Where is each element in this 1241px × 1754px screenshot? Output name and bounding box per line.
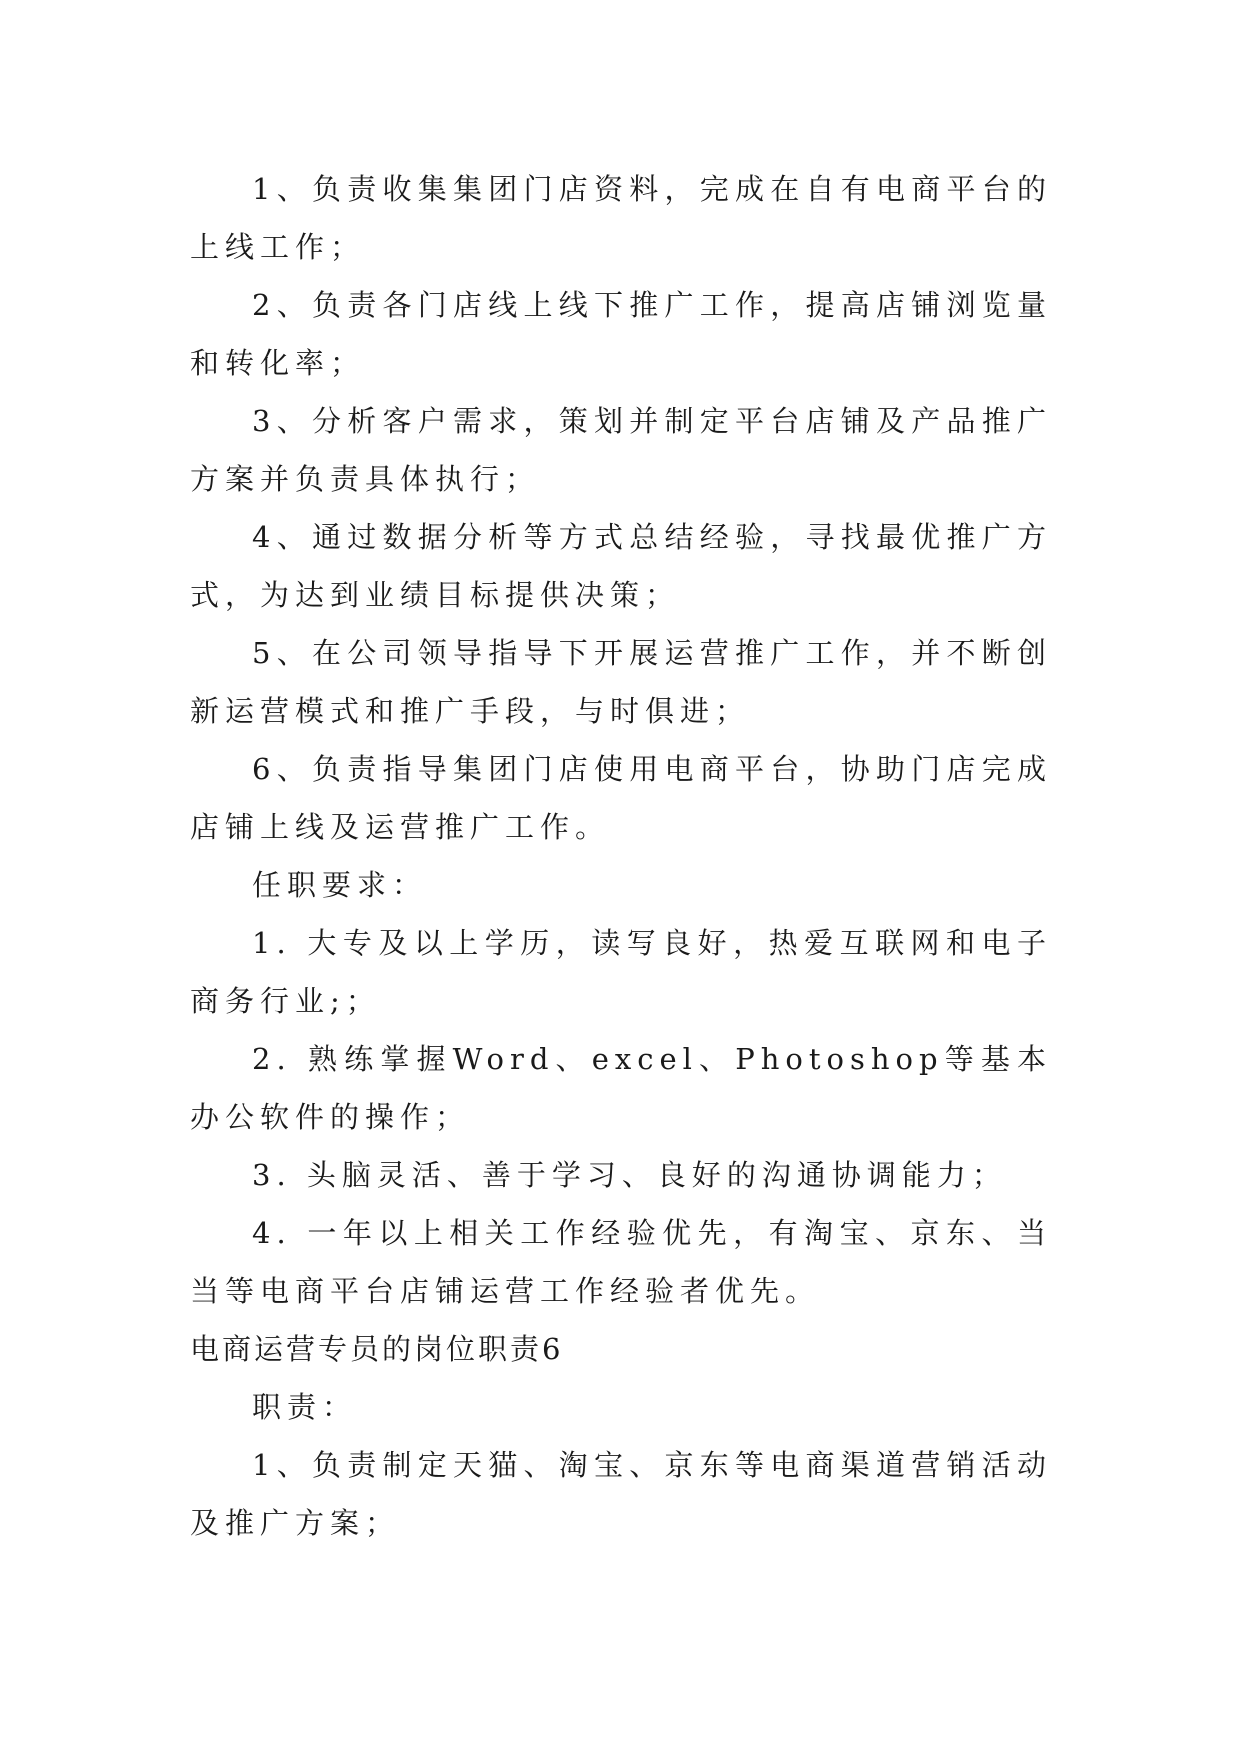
requirement-item-2: 2. 熟练掌握Word、excel、Photoshop等基本办公软件的操作； [190, 1042, 1052, 1134]
duties-title: 职责： [252, 1390, 358, 1424]
requirement-item-1: 1. 大专及以上学历，读写良好，热爱互联网和电子商务行业;； [190, 926, 1052, 1018]
requirement-item-4: 4. 一年以上相关工作经验优先，有淘宝、京东、当当等电商平台店铺运营工作经验者优先。 [190, 1216, 1052, 1308]
duty-item-6: 6、负责指导集团门店使用电商平台，协助门店完成店铺上线及运营推广工作。 [190, 752, 1052, 844]
document-body [190, 160, 1052, 1552]
duty-item-3: 3、分析客户需求，策划并制定平台店铺及产品推广方案并负责具体执行； [190, 404, 1052, 496]
requirement-item-3: 3. 头脑灵活、善于学习、良好的沟通协调能力； [252, 1158, 1007, 1192]
duty-item-2: 2、负责各门店线上线下推广工作，提高店铺浏览量和转化率； [190, 288, 1052, 380]
duty-item-1: 1、负责收集集团门店资料，完成在自有电商平台的上线工作； [190, 172, 1052, 264]
duty-item-5: 5、在公司领导指导下开展运营推广工作，并不断创新运营模式和推广手段，与时俱进； [190, 636, 1052, 728]
requirements-title: 任职要求： [252, 868, 428, 902]
duty-item-4: 4、通过数据分析等方式总结经验，寻找最优推广方式，为达到业绩目标提供决策； [190, 520, 1052, 612]
section6-duty-item-1: 1、负责制定天猫、淘宝、京东等电商渠道营销活动及推广方案； [190, 1448, 1052, 1540]
section-heading: 电商运营专员的岗位职责6 [190, 1332, 564, 1366]
